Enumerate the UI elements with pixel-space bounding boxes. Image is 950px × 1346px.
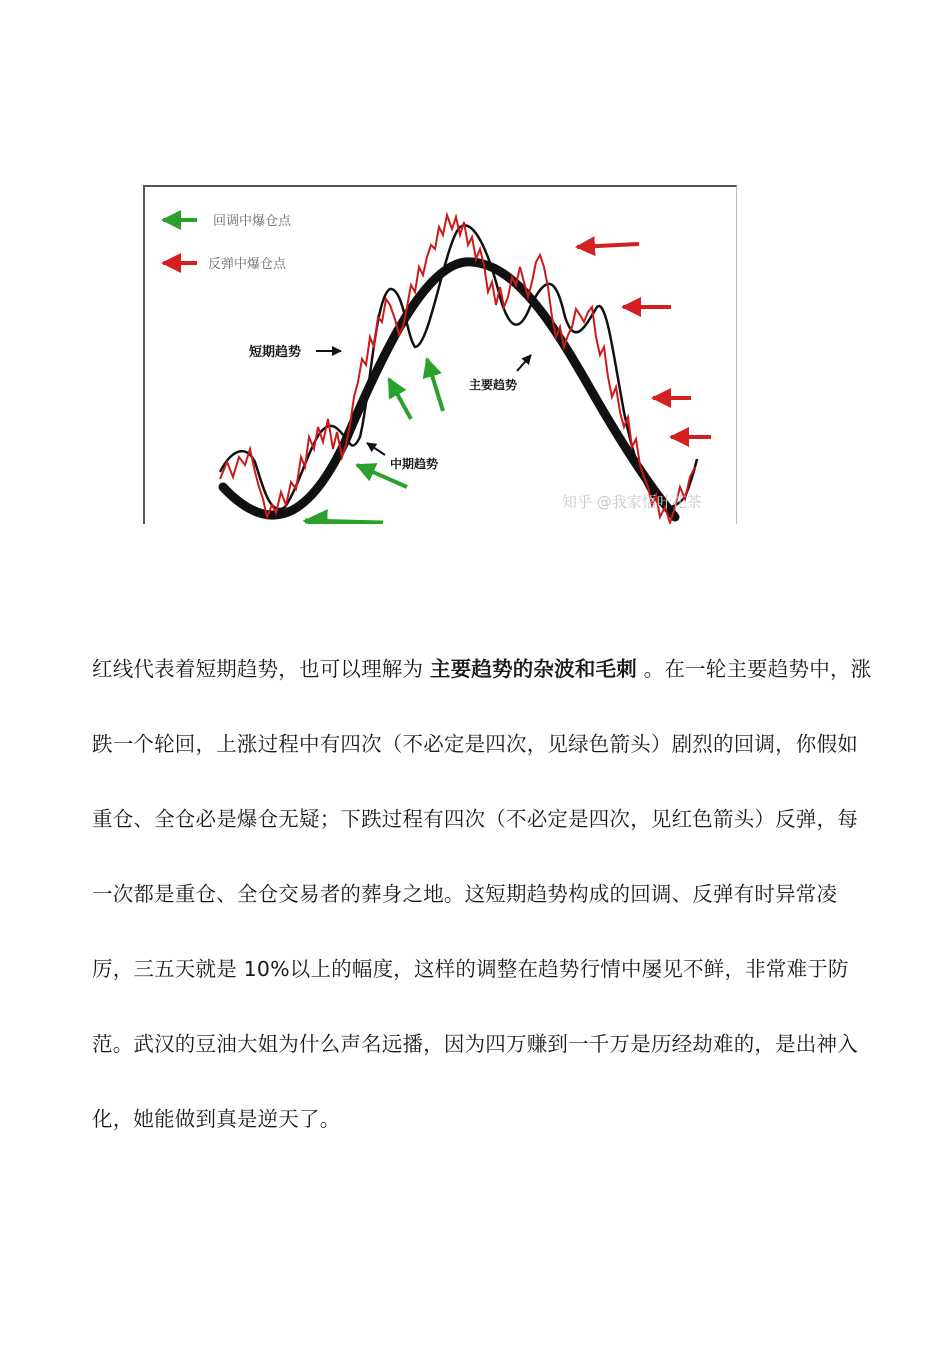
legend <box>163 213 292 272</box>
green-arrow-icon <box>305 521 383 523</box>
trend-diagram-svg <box>145 187 737 524</box>
green-arrow-icon <box>427 359 443 411</box>
trend-diagram <box>143 185 737 524</box>
text-segment: 红线代表着短期趋势，也可以理解为 <box>92 657 430 681</box>
article-paragraph <box>92 632 872 1157</box>
red-arrow-icon <box>577 244 639 247</box>
main-trend-pointer-icon <box>517 355 531 371</box>
annotations <box>249 344 531 471</box>
emphasis-segment: 主要趋势的杂波和毛刺 <box>429 657 637 681</box>
green-arrow-icon <box>389 379 411 419</box>
mid-term-pointer-icon <box>367 443 385 455</box>
legend-label-pullback: 回调中爆仓点 <box>213 214 292 229</box>
watermark: 知乎 @我家悟叶花茶 <box>562 493 702 511</box>
label-short-term: 短期趋势 <box>249 345 302 360</box>
legend-label-rebound: 反弹中爆仓点 <box>208 257 287 272</box>
label-main-trend: 主要趋势 <box>469 378 518 392</box>
article-body <box>92 632 872 1157</box>
main-trend-line <box>223 262 675 517</box>
label-mid-term: 中期趋势 <box>390 457 439 471</box>
text-segment: 。在一轮主要趋势中，涨跌一个轮回，上涨过程中有四次（不必定是四次，见绿色箭头）剧烈的回调，你假如重仓、全仓必是爆仓无疑；下跌过程有四次（不必定是四次，见红色箭头）反弹，每一次都是重仓、全仓交易者的葬身之地。这短期趋势构成的回调、反弹有时异常凌厉，三五天就是 10%以上的幅度，这样的调整在趋势行情中屡见不鲜，非常难于防范。武汉的豆油大姐为什么声名远播，因为四万赚到一千万是历经劫难的，是出神入化，她能做到真是逆天了。 <box>92 657 872 1131</box>
